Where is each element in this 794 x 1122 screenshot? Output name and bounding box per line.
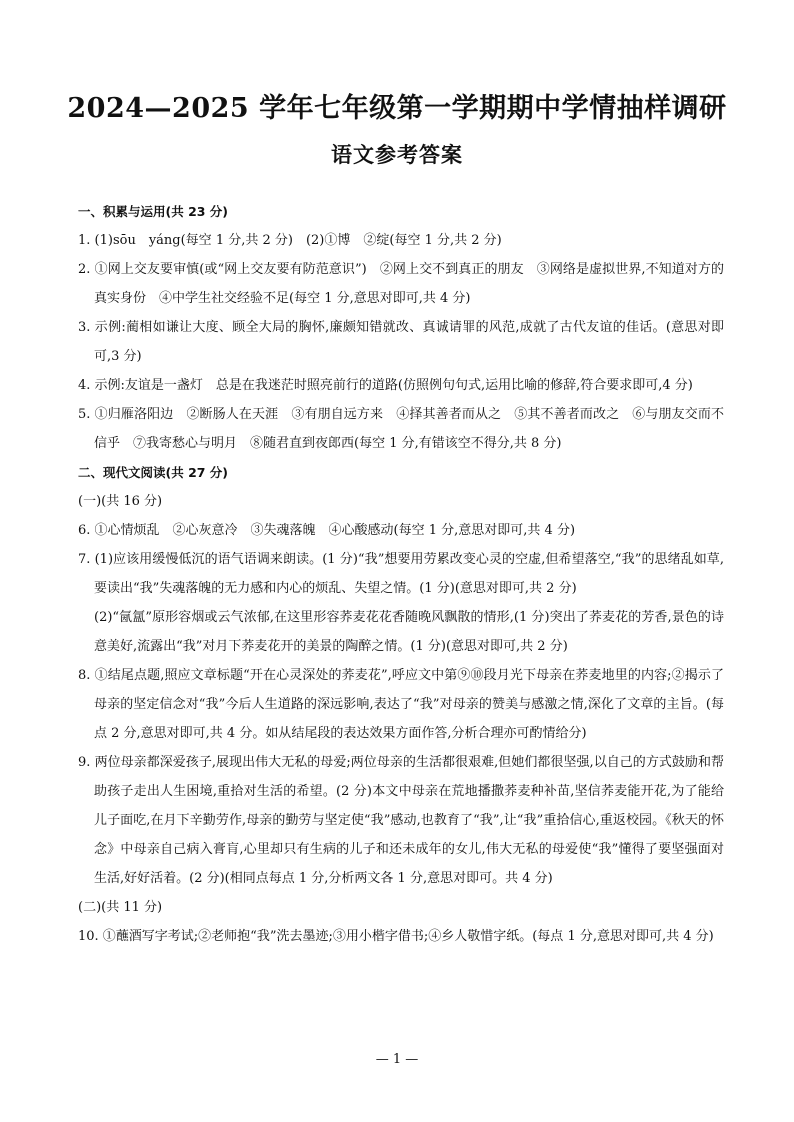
answer-item-4: 4. 示例:友谊是一盏灯 总是在我迷茫时照亮前行的道路(仿照例句句式,运用比喻的修辞,符合要求即可,4 分) [78,378,693,393]
answer-item-2: 2. ①网上交友要审慎(或“网上交友要有防范意识”) ②网上交不到真正的朋友 ③网络是虚拟世界,不知道对方的真实身份 ④中学生社交经验不足(每空 1 分,意思对即可,共 4 分) [78,262,724,306]
page-number: — 1 — [375,1052,419,1067]
page-title: 2024—2025 学年七年级第一学期期中学情抽样调研 [67,93,727,124]
answer-item-5: 5. ①归雁洛阳边 ②断肠人在天涯 ③有朋自远方来 ④择其善者而从之 ⑤其不善者而改之 ⑥与朋友交而不信乎 ⑦我寄愁心与明月 ⑧随君直到夜郎西(每空 1 分,有错该空不得分,共 8 分) [78,407,724,451]
answer-item-9: 9. 两位母亲都深爱孩子,展现出伟大无私的母爱;两位母亲的生活都很艰难,但她们都很坚强,以自己的方式鼓励和帮助孩子走出人生困境,重拾对生活的希望。(2 分)本文中母亲在荒地播撒荞麦种补苗,坚信荞麦能开花,为了能给儿子面吃,在月下辛勤劳作,母亲的勤劳与坚定使“我”感动,也教育了“我”,让“我”重拾信心,重返校园。《秋天的怀念》中母亲自己病入膏肓,心里却只有生病的儿子和还未成年的女儿,伟大无私的母爱使“我”懂得了要坚强面对生活,好好活着。(2 分)(相同点每点 1 分,分析两文各 1 分,意思对即可。共 4 分) [78,755,724,886]
answer-item-6: 6. ①心情烦乱 ②心灰意冷 ③失魂落魄 ④心酸感动(每空 1 分,意思对即可,共 4 分) [78,523,576,538]
answer-item-10: 10. ①蘸酒写字考试;②老师抱“我”洗去墨迹;③用小楷字借书;④乡人敬惜字纸。(每点 1 分,意思对即可,共 4 分) [78,929,714,944]
answer-item-1: 1. (1)sōu yáng(每空 1 分,共 2 分) (2)①博 ②绽(每空 1 分,共 2 分) [78,233,502,248]
page-subtitle: 语文参考答案 [331,142,463,167]
answer-item-7-part-1: 7. (1)应该用缓慢低沉的语气语调来朗读。(1 分)“我”想要用劳累改变心灵的空虚,但希望落空,“我”的思绪乱如草,要读出“我”失魂落魄的无力感和内心的烦乱、失望之情。(1 分)(意思对即可,共 2 分) [78,552,724,596]
subsection-heading-2: (二)(共 11 分) [78,900,163,915]
section-heading-modern-reading: 二、现代文阅读(共 27 分) [78,465,229,480]
answer-item-3: 3. 示例:蔺相如谦让大度、顾全大局的胸怀,廉颇知错就改、真诚请罪的风范,成就了古代友谊的佳话。(意思对即可,3 分) [78,320,724,364]
answer-item-7-part-2: (2)“氤氲”原形容烟或云气浓郁,在这里形容荞麦花花香随晚风飘散的情形,(1 分)突出了荞麦花的芳香,景色的诗意美好,流露出“我”对月下荞麦花开的美景的陶醉之情。(1 分)(意思对即可,共 2 分) [94,610,724,654]
section-heading-accumulation: 一、积累与运用(共 23 分) [78,204,229,219]
answer-item-8: 8. ①结尾点题,照应文章标题“开在心灵深处的荞麦花”,呼应文中第⑨⑩段月光下母亲在荞麦地里的内容;②揭示了母亲的坚定信念对“我”今后人生道路的深远影响,表达了“我”对母亲的赞美与感激之情,深化了文章的主旨。(每点 2 分,意思对即可,共 4 分。如从结尾段的表达效果方面作答,分析合理亦可酌情给分) [78,668,724,741]
subsection-heading-1: (一)(共 16 分) [78,494,163,509]
answer-content [78,197,724,951]
